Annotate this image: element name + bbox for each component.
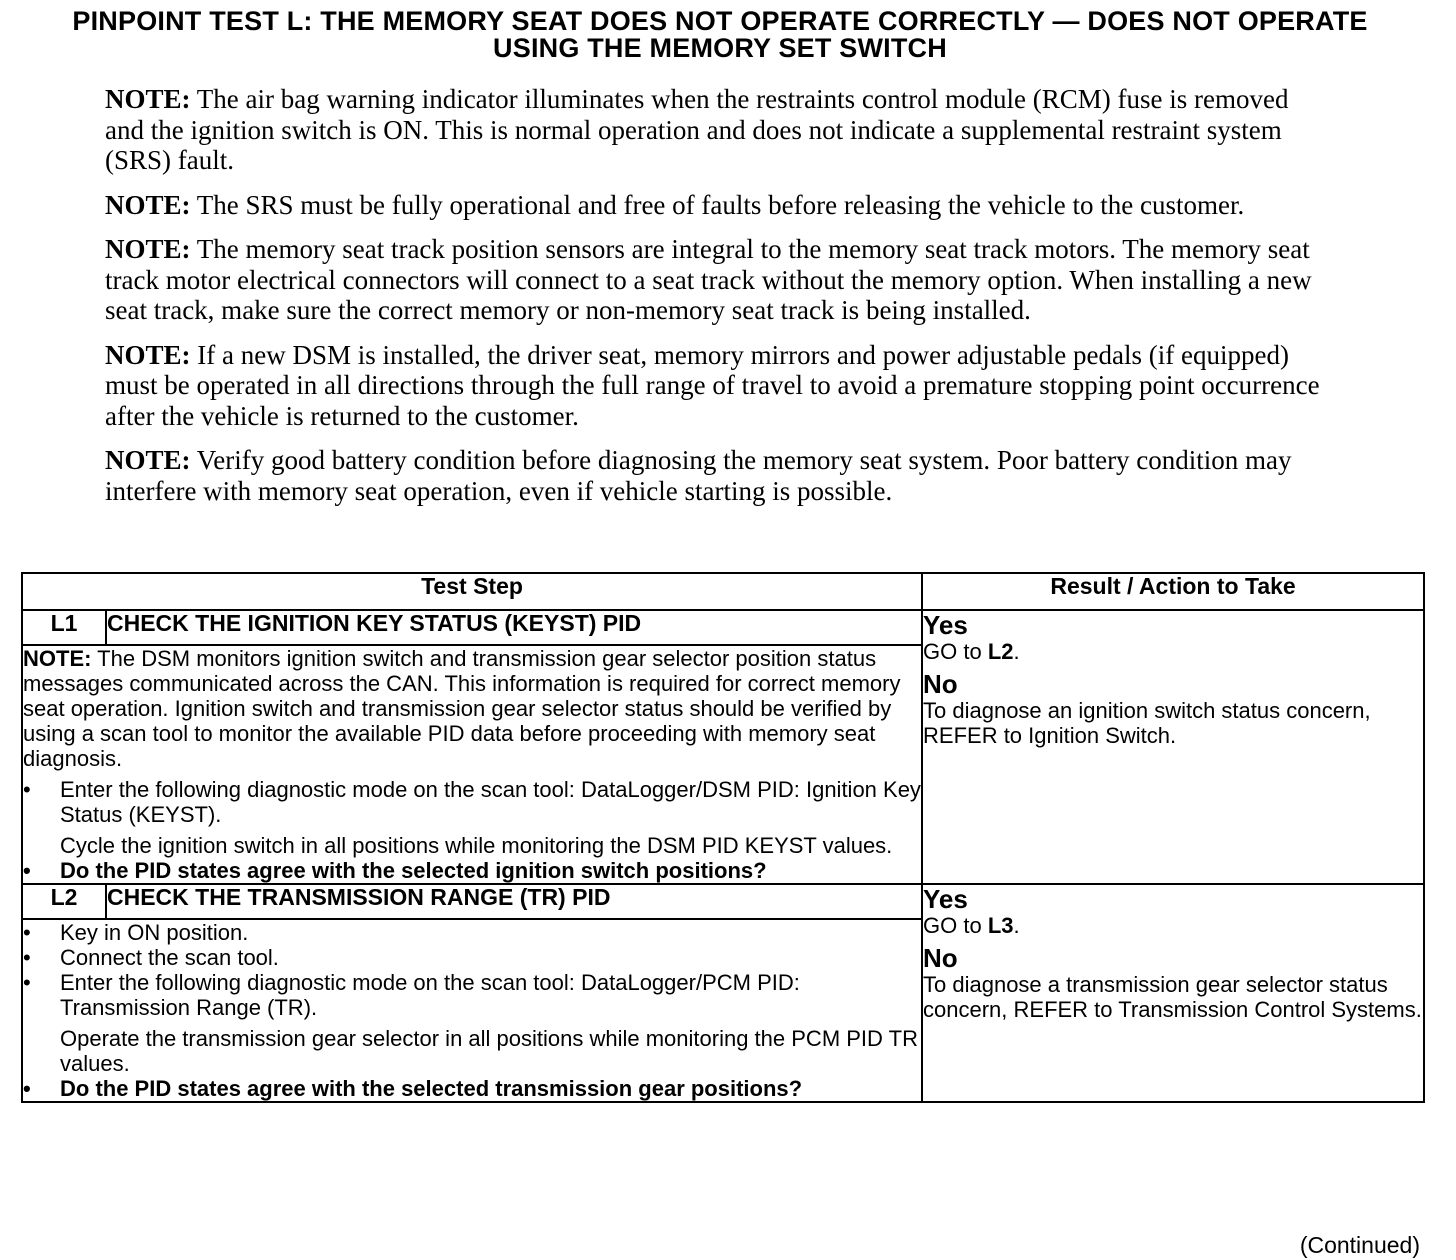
step-note-text: The DSM monitors ignition switch and transmission gear selector position status messages communicated across the CAN. This information is required for correct memory seat operation. Ignition switch and transmission gear selector status should be verified by using a scan tool to monitor the available PID data before proceeding with memory seat diagnosis.	[23, 646, 901, 771]
note-1	[105, 84, 1330, 176]
title-line-1: PINPOINT TEST L: THE MEMORY SEAT DOES NOT OPERATE CORRECTLY — DOES NOT OPERATE	[72, 6, 1368, 36]
note-label: NOTE:	[105, 339, 191, 370]
step-body	[22, 919, 922, 1102]
step-body	[22, 645, 922, 884]
step-bullet: • Enter the following diagnostic mode on the scan tool: DataLogger/PCM PID: Transmission Range (TR).	[23, 970, 921, 1020]
step-question: • Do the PID states agree with the selected ignition switch positions?	[23, 858, 921, 883]
table-row	[22, 884, 1424, 919]
step-question: • Do the PID states agree with the selected transmission gear positions?	[23, 1076, 921, 1101]
step-bullet: • Enter the following diagnostic mode on the scan tool: DataLogger/DSM PID: Ignition Key Status (KEYST).	[23, 777, 921, 827]
note-label: NOTE:	[105, 234, 191, 264]
table-header-row	[22, 573, 1424, 610]
note-5	[105, 445, 1330, 506]
header-test-step: Test Step	[22, 573, 922, 610]
step-heading: CHECK THE IGNITION KEY STATUS (KEYST) PID	[106, 610, 922, 645]
page-title	[20, 8, 1420, 62]
yes-go-text: GO to	[923, 913, 988, 938]
note-text: Verify good battery condition before diagnosing the memory seat system. Poor battery condition may interfere with memory seat operation, even if vehicle starting is possible.	[105, 445, 1292, 506]
yes-go-text: GO to	[923, 639, 988, 664]
step-note	[23, 646, 921, 771]
note-4	[105, 340, 1330, 432]
notes-section	[105, 84, 1330, 520]
table-row	[22, 610, 1424, 645]
yes-action	[923, 913, 1423, 938]
test-step-table	[21, 572, 1425, 1103]
yes-target: L3	[987, 913, 1014, 938]
header-result-action: Result / Action to Take	[922, 573, 1424, 610]
step-heading: CHECK THE TRANSMISSION RANGE (TR) PID	[106, 884, 922, 919]
step-result	[922, 884, 1424, 1102]
step-indent-text: Cycle the ignition switch in all positions while monitoring the DSM PID KEYST values.	[60, 833, 893, 858]
note-text: The SRS must be fully operational and free of faults before releasing the vehicle to the customer.	[190, 189, 1245, 220]
no-label: No	[923, 943, 958, 973]
yes-end: .	[1013, 639, 1020, 664]
note-label: NOTE:	[105, 445, 191, 475]
note-3	[105, 234, 1330, 326]
note-label: NOTE:	[105, 84, 191, 114]
step-result	[922, 610, 1424, 884]
no-action: To diagnose an ignition switch status concern, REFER to Ignition Switch.	[923, 698, 1371, 748]
step-indent-text: Operate the transmission gear selector in all positions while monitoring the PCM PID TR values.	[60, 1026, 918, 1076]
note-2	[105, 190, 1330, 221]
yes-label: Yes	[923, 610, 968, 640]
note-text: The air bag warning indicator illuminates when the restraints control module (RCM) fuse is removed and the ignition switch is ON. This is normal operation and does not indicate a supplemental restraint system (SRS) fault.	[105, 84, 1289, 175]
note-label: NOTE:	[105, 189, 191, 220]
note-text: If a new DSM is installed, the driver seat, memory mirrors and power adjustable pedals (if equipped) must be operated in all directions through the full range of travel to avoid a premature stopping point occurrence after the vehicle is returned to the customer.	[105, 339, 1320, 431]
step-id: L1	[22, 610, 106, 645]
yes-end: .	[1013, 913, 1020, 938]
no-label: No	[923, 669, 958, 699]
no-action: To diagnose a transmission gear selector status concern, REFER to Transmission Control Systems.	[923, 972, 1422, 1022]
step-bullet: • Key in ON position.	[23, 920, 921, 945]
step-id: L2	[22, 884, 106, 919]
yes-action	[923, 639, 1423, 664]
yes-target: L2	[987, 639, 1014, 664]
step-note-label: NOTE:	[23, 646, 92, 671]
step-bullet: • Connect the scan tool.	[23, 945, 921, 970]
continued-label: (Continued)	[1299, 1232, 1420, 1258]
title-line-2: USING THE MEMORY SET SWITCH	[493, 33, 947, 63]
yes-label: Yes	[923, 884, 968, 914]
note-text: The memory seat track position sensors are integral to the memory seat track motors. The memory seat track motor electrical connectors will connect to a seat track without the memory option. When installing a new seat track, make sure the correct memory or non-memory seat track is being installed.	[105, 234, 1312, 325]
